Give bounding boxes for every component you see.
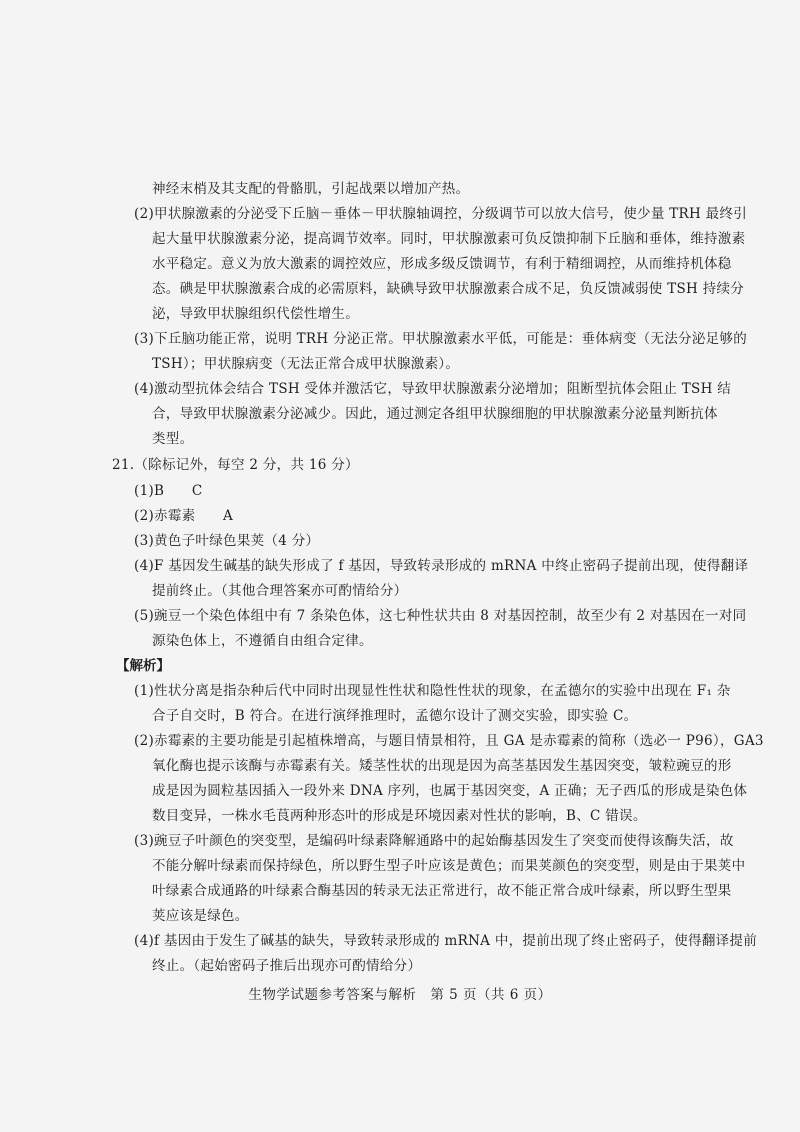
text-line: 终止。（起始密码子推后出现亦可酌情给分） [152, 958, 422, 974]
question-heading: 21.（除标记外，每空 2 分，共 16 分） [112, 457, 359, 473]
analysis-heading: 【解析】 [116, 658, 170, 674]
text-line: 合子自交时，B 符合。在进行演绎推理时，孟德尔设计了测交实验，即实验 C。 [152, 708, 638, 724]
text-line: (1)性状分离是指杂种后代中同时出现显性性状和隐性性状的现象，在孟德尔的实验中出现在 F₁ 杂 [134, 683, 731, 699]
text-line: 类型。 [152, 431, 194, 447]
text-line: (2)赤霉素的主要功能是引起植株增高，与题目情景相符，且 GA 是赤霉素的简称（选必一 P96），GA3 [134, 733, 764, 749]
text-line: 起大量甲状腺激素分泌，提高调节效率。同时，甲状腺激素可负反馈抑制下丘脑和垂体，维持激素 [152, 231, 746, 247]
text-line: (5)豌豆一个染色体组中有 7 条染色体，这七种性状共由 8 对基因控制，故至少有 2 对基因在一对同 [134, 608, 747, 624]
text-line: (4)激动型抗体会结合 TSH 受体并激活它，导致甲状腺激素分泌增加；阻断型抗体会阻止 TSH 结 [134, 381, 732, 397]
text-line: 不能分解叶绿素而保持绿色，所以野生型子叶应该是黄色；而果荚颜色的突变型，则是由于果荚中 [152, 858, 746, 874]
page-footer: 生物学试题参考答案与解析 第 5 页（共 6 页） [248, 987, 552, 1003]
text-line: 神经末梢及其支配的骨骼肌，引起战栗以增加产热。 [152, 181, 470, 197]
text-line: (4)F 基因发生碱基的缺失形成了 f 基因，导致转录形成的 mRNA 中终止密码子提前出现，使得翻译 [134, 558, 749, 574]
text-line: (4)f 基因由于发生了碱基的缺失，导致转录形成的 mRNA 中，提前出现了终止密码子，使得翻译提前 [134, 933, 758, 949]
text-line: 氧化酶也提示该酶与赤霉素有关。矮茎性状的出现是因为高茎基因发生基因突变，皱粒豌豆的形 [152, 758, 732, 774]
text-line: 态。碘是甲状腺激素合成的必需原料，缺碘导致甲状腺激素合成不足，负反馈减弱使 TSH 持续分 [152, 281, 745, 297]
text-line: (3)下丘脑功能正常，说明 TRH 分泌正常。甲状腺激素水平低，可能是：垂体病变（无法分泌足够的 [134, 331, 748, 347]
text-line: 提前终止。（其他合理答案亦可酌情给分） [152, 583, 408, 599]
text-line: (3)黄色子叶绿色果荚（4 分） [134, 533, 320, 549]
text-line: 荚应该是绿色。 [152, 908, 249, 924]
text-line: 泌，导致甲状腺组织代偿性增生。 [152, 306, 359, 322]
text-line: (3)豌豆子叶颜色的突变型，是编码叶绿素降解通路中的起始酶基因发生了突变而使得该酶失活，故 [134, 833, 734, 849]
text-line: 合，导致甲状腺激素分泌减少。因此，通过测定各组甲状腺细胞的甲状腺激素分泌量判断抗体 [152, 406, 718, 422]
text-line: (2)赤霉素 A [134, 508, 234, 524]
text-line: (2)甲状腺激素的分泌受下丘脑－垂体－甲状腺轴调控，分级调节可以放大信号，使少量 TRH 最终引 [134, 206, 748, 222]
text-line: TSH）；甲状腺病变（无法正常合成甲状腺激素）。 [152, 356, 460, 372]
text-line: 水平稳定。意义为放大激素的调控效应，形成多级反馈调节，有利于精细调控，从而维持机体稳 [152, 256, 732, 272]
text-line: 源染色体上，不遵循自由组合定律。 [152, 633, 373, 649]
text-line: (1)B C [134, 483, 203, 499]
text-line: 成是因为圆粒基因插入一段外来 DNA 序列，也属于基因突变，A 正确；无子西瓜的形成是染色体 [152, 783, 748, 799]
text-line: 叶绿素合成通路的叶绿素合酶基因的转录无法正常进行，故不能正常合成叶绿素，所以野生型果 [152, 883, 732, 899]
text-line: 数目变异，一株水毛茛两种形态叶的形成是环境因素对性状的影响，B、C 错误。 [152, 808, 647, 824]
